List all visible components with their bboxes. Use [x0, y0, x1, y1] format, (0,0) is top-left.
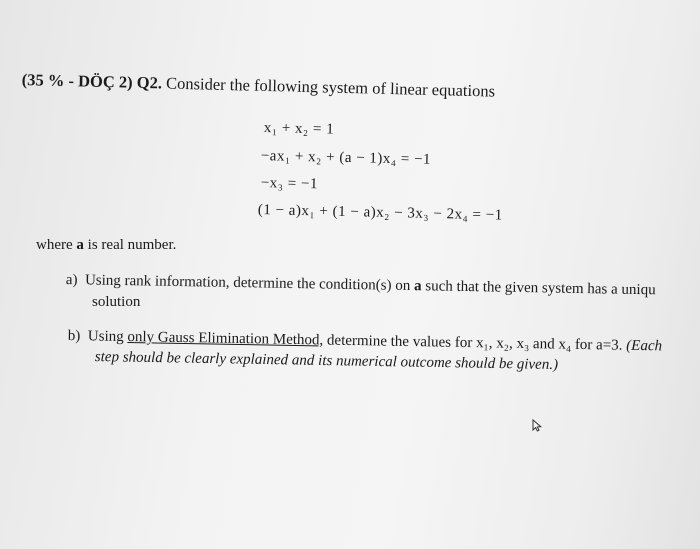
question-heading: [22, 70, 496, 102]
question-tag: (35 % - DÖÇ 2) Q2.: [21, 70, 163, 93]
question-a-text-after: such that the given system has a uniqu: [425, 278, 656, 299]
equation-1: x₁ + x₂ = 1: [263, 120, 335, 138]
equation-2: −ax₁ + x₂ + (a − 1)x₄ = −1: [260, 148, 432, 168]
question-b-using: Using: [87, 328, 124, 345]
question-a-continuation: solution: [92, 294, 141, 310]
question-intro: Consider the following system of linear equations: [165, 73, 496, 101]
question-a-label: a): [65, 272, 78, 289]
question-b-rest: determine the values for x₁, x₂, x₃ and x₄ for a=3.: [326, 332, 623, 354]
equation-3: −x₃ = −1: [260, 175, 319, 193]
equation-4: (1 − a)x₁ + (1 − a)x₂ − 3x₃ − 2x₄ = −1: [257, 202, 503, 224]
question-b-method: only Gauss Elimination Method,: [127, 329, 324, 349]
where-statement: [36, 237, 176, 254]
question-a-variable: a: [413, 278, 422, 295]
question-b-italic-start: (Each: [626, 337, 663, 355]
where-variable: a: [76, 237, 84, 253]
question-b-label: b): [67, 328, 81, 345]
question-a: [66, 272, 656, 299]
where-word: where: [36, 237, 73, 253]
question-a-text-before: Using rank information, determine the condition(s) on: [84, 272, 411, 295]
where-rest: is real number.: [87, 237, 177, 253]
question-b-continuation: step should be clearly explained and its numerical outcome should be given.): [94, 349, 559, 374]
mouse-pointer-icon: [530, 418, 544, 432]
